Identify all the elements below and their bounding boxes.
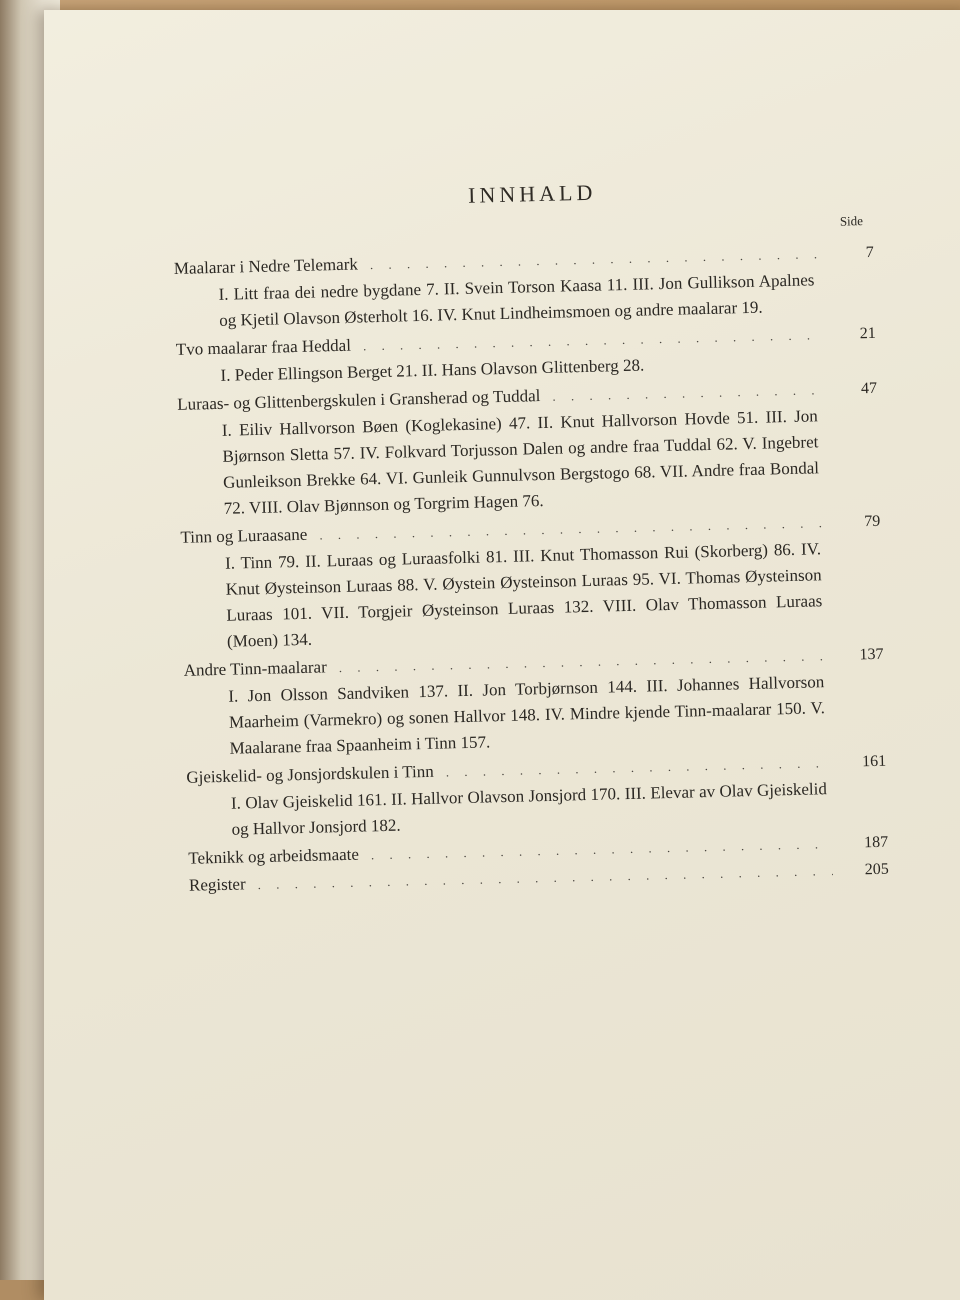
toc-entry-page: 137	[859, 645, 884, 664]
toc-entry-4	[183, 641, 885, 763]
toc-entry-title: Luraas- og Glittenbergskulen i Gransherad og Tuddal	[177, 386, 541, 414]
side-column-label: Side	[839, 213, 864, 229]
toc-entry-page: 79	[864, 512, 881, 531]
toc-entry-subsections: I. Tinn 79. II. Luraas og Luraasfolki 81. III. Knut Thomasson Rui (Skorberg) 86. IV. Knut Øysteinson Luraas 88. V. Øystein Øysteinson Luraas 95. VI. Thomas Øysteinson Luraas 101. VII. Torgjeir Øysteinson Luraas 132. VIII. Olav Thomasson Luraas (Moen) 134.	[224, 539, 823, 651]
toc-entry-page: 205	[864, 860, 890, 879]
toc-entry-page: 21	[859, 324, 876, 343]
toc-entry-subsections: I. Litt fraa dei nedre bygdane 7. II. Svein Torson Kaasa 11. III. Jon Gullikson Apalnes og Kjetil Olavson Østerholt 16. IV. Knut Lindheimsmoen og andre maalarar 19.	[218, 270, 815, 330]
toc-entry-title: Tvo maalarar fraa Heddal	[175, 335, 352, 359]
toc-entry-5	[186, 748, 888, 844]
toc-entry-page: 161	[861, 752, 887, 771]
toc-entry-title: Tinn og Luraasane	[180, 524, 308, 547]
table-of-contents	[172, 173, 889, 900]
toc-entry-title: Maalarar i Nedre Telemark	[173, 254, 359, 278]
toc-entry-0	[174, 239, 876, 335]
toc-entry-page: 7	[865, 243, 874, 262]
toc-entry-page: 187	[863, 833, 889, 852]
toc-entry-title: Gjeiskelid- og Jonsjordskulen i Tinn	[186, 761, 434, 787]
toc-entry-2	[177, 375, 880, 523]
toc-entry-title: Teknikk og arbeidsmaate	[188, 844, 360, 868]
toc-entry-subsections: I. Eiliv Hallvorson Bøen (Koglekasine) 47. II. Knut Hallvorson Hovde 51. III. Jon Bjørnson Sletta 57. IV. Folkvard Torjusson Dalen og andre fraa Tuddal 62. V. Ingebret Gunleikson Brekke 64. VI. Gunleik Gunnulvson Bergstogo 68. VII. Andre fraa Bondal 72. VIII. Olav Bjønnson og Torgrim Hagen 76.	[221, 406, 820, 518]
toc-entry-title: Andre Tinn-maalarar	[183, 657, 327, 680]
toc-entry-subsections: I. Olav Gjeiskelid 161. II. Hallvor Olavson Jonsjord 170. III. Elevar av Olav Gjeiskelid og Hallvor Jonsjord 182.	[230, 779, 828, 839]
toc-entry-page: 47	[860, 379, 878, 398]
toc-entry-subsections: I. Peder Ellingson Berget 21. II. Hans Olavson Glittenberg 28.	[220, 355, 645, 385]
toc-entry-title: Register	[188, 874, 246, 895]
toc-entry-subsections: I. Jon Olsson Sandviken 137. II. Jon Torbjørnson 144. III. Johannes Hallvorson Maarheim (Varmekro) og sonen Hallvor 148. IV. Mindre kjende Tinn-maalarar 150. V. Maalarane fraa Spaanheim i Tinn 157.	[228, 672, 826, 758]
toc-entry-3	[180, 508, 883, 656]
page-title: INNHALD	[467, 179, 597, 208]
